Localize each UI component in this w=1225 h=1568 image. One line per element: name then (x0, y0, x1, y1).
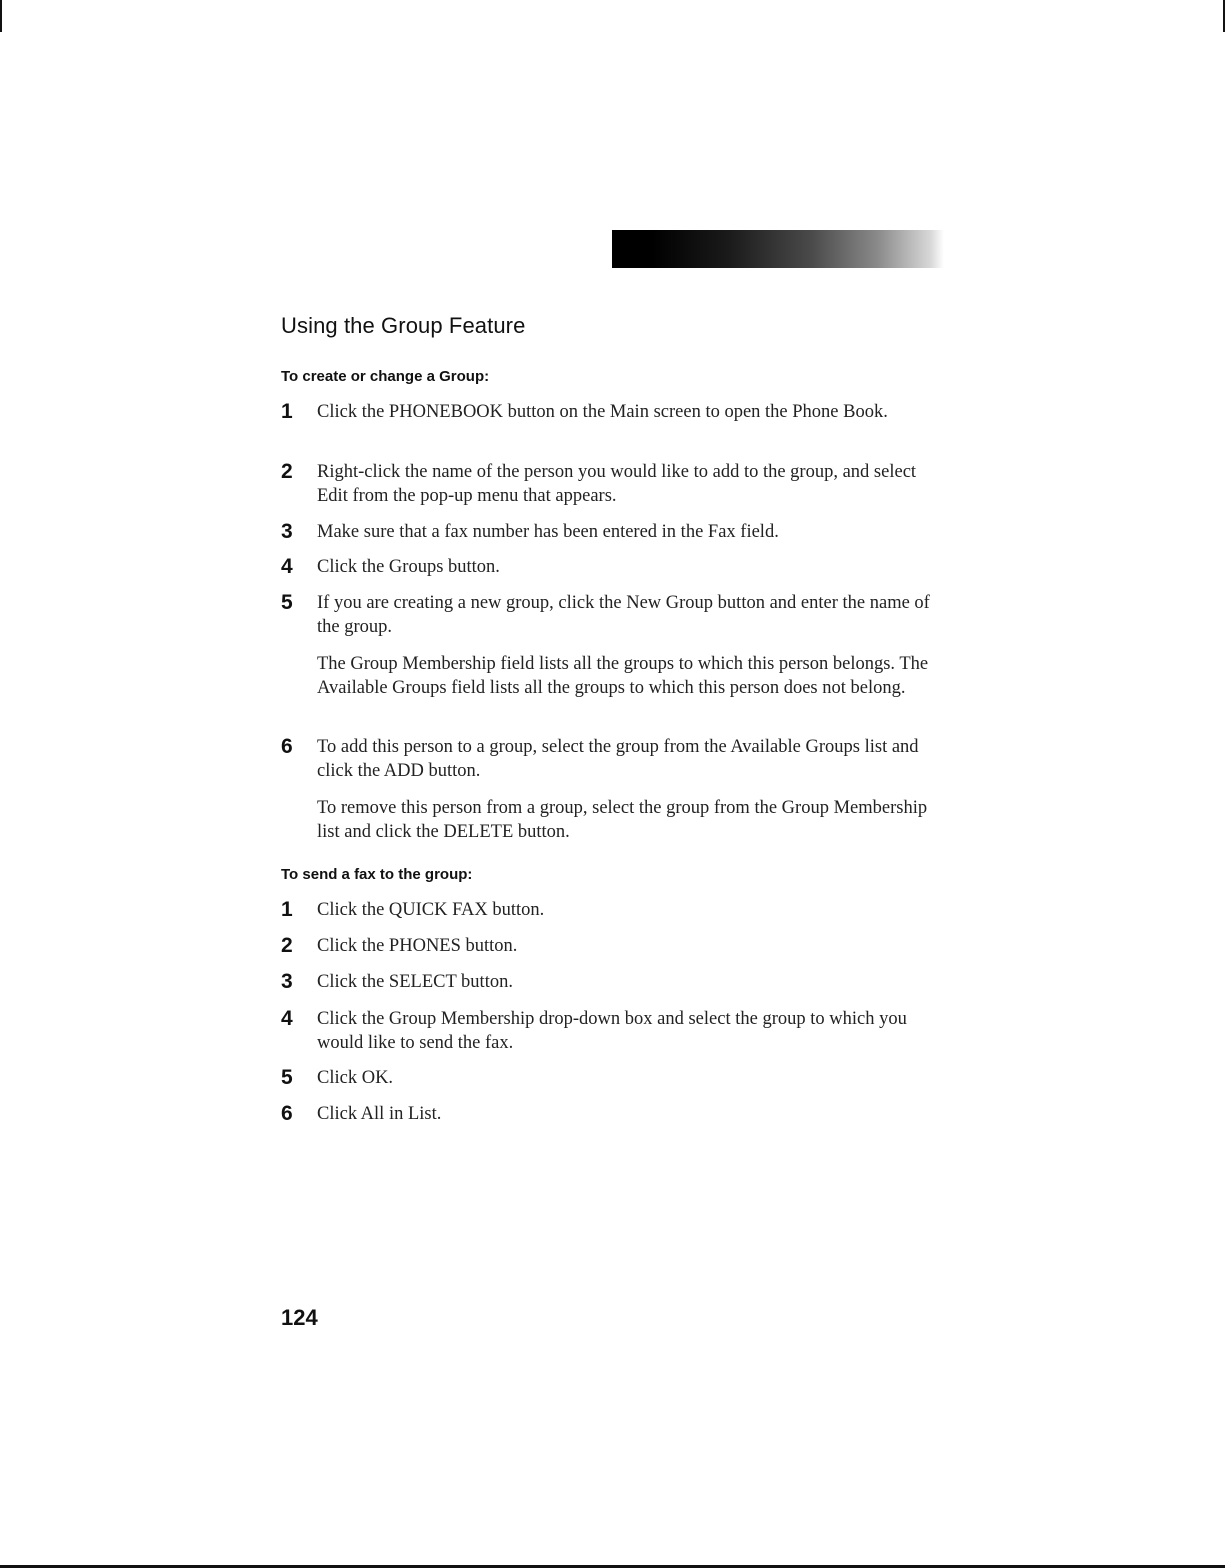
step-number: 6 (281, 1102, 293, 1125)
step-text: Make sure that a fax number has been entered in the Fax field. (317, 522, 779, 542)
step-number: 2 (281, 460, 293, 483)
send-step-2 (281, 934, 941, 958)
group-membership-note: The Group Membership field lists all the groups to which this person belongs. The Available Groups field lists all the groups to which this person does not belong. (317, 654, 929, 698)
send-fax-heading: To send a fax to the group: (281, 866, 473, 883)
step-text: Click the SELECT button. (317, 972, 513, 992)
step-text: Click All in List. (317, 1104, 442, 1124)
step-number: 5 (281, 591, 293, 614)
step-text: Click the QUICK FAX button. (317, 900, 545, 920)
send-step-5 (281, 1066, 941, 1090)
step-number: 3 (281, 970, 293, 993)
remove-person-note: To remove this person from a group, select the group from the Group Membership list and click the DELETE button. (317, 798, 928, 842)
step-text: Right-click the name of the person you would like to add to the group, and select Edit from the pop-up menu that appears. (317, 462, 917, 506)
send-step-4 (281, 1007, 941, 1055)
left-edge-mark (0, 0, 2, 32)
create-step-2 (281, 460, 941, 508)
send-step-1 (281, 898, 941, 922)
step-number: 2 (281, 934, 293, 957)
step-text: To add this person to a group, select the group from the Available Groups list and click the ADD button. (317, 737, 919, 781)
create-step-5 (281, 591, 941, 639)
create-group-heading: To create or change a Group: (281, 368, 490, 385)
step-text: Click the PHONES button. (317, 936, 518, 956)
step-number: 6 (281, 735, 293, 758)
step-text: Click the PHONEBOOK button on the Main screen to open the Phone Book. (317, 402, 888, 422)
create-step-4 (281, 555, 941, 579)
step-number: 3 (281, 520, 293, 543)
step-number: 5 (281, 1066, 293, 1089)
page-number: 124 (281, 1305, 318, 1330)
step-number: 4 (281, 1007, 293, 1030)
header-gradient-bar (612, 230, 944, 268)
create-step-1 (281, 400, 941, 424)
step-text: Click the Groups button. (317, 557, 500, 577)
step-text: If you are creating a new group, click the New Group button and enter the name of the group. (317, 593, 930, 637)
create-step-3 (281, 520, 941, 544)
send-step-6 (281, 1102, 941, 1126)
step-number: 1 (281, 400, 293, 423)
step-number: 4 (281, 555, 293, 578)
step-text: Click the Group Membership drop-down box and select the group to which you would like to send the fax. (317, 1009, 907, 1053)
section-title: Using the Group Feature (281, 313, 526, 338)
step-number: 1 (281, 898, 293, 921)
step-text: Click OK. (317, 1068, 394, 1088)
send-step-3 (281, 970, 941, 994)
create-step-6 (281, 735, 941, 783)
